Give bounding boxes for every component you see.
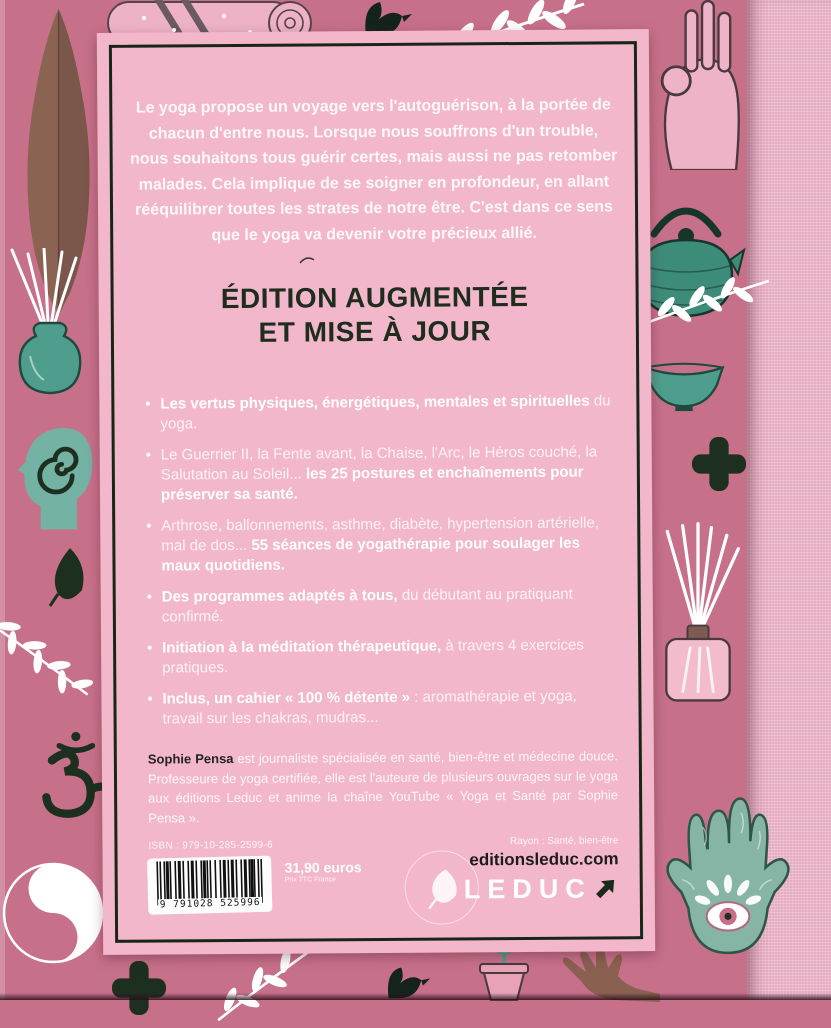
feature-bold-text: les 25 postures et enchaînements pour préserver sa santé. [160,463,584,504]
feature-text: Le Guerrier II, la Fente avant, la Chaise, l'Arc, le Héros couché, la Salutation au Soleil... [160,443,598,484]
feature-bold-text: 55 séances de yogathérapie pour soulager les maux quotidiens. [161,534,580,575]
intro-paragraph: Le yoga propose un voyage vers l'autoguérison, à la portée de chacun d'entre nous. Lorsque nous souffrons d'un trouble, nous souhaitons tous guérir certes, mais aussi ne pas retomber malades. Cela implique de se soigner en profondeur, en allant rééquilibrer toutes les strates de notre être. C'est dans ce sens que le yoga va devenir votre précieux allié. [129,96,618,244]
feature-bold-text: Les vertus physiques, énergétiques, mentales et spirituelles [160,392,590,413]
barcode-number: 9 791028 525996 [159,896,261,911]
page-left-edge [0,0,5,1000]
feature-text: : aromathérapie et yoga, travail sur les chakras, mudras... [162,687,577,728]
reed-diffuser-icon [650,520,746,710]
barcode [147,856,272,915]
hamsa-hand-icon [662,786,794,1000]
feature-text: du débutant au pratiquant confirmé. [161,585,573,626]
author-bio [148,746,619,827]
plus-cross-icon [112,960,166,1016]
botanical-branch-icon [644,252,774,344]
yin-yang-icon [2,852,104,974]
publisher-website: editionsleduc.com [469,849,619,870]
feature-bold-text: Initiation à la méditation thérapeutique, [162,637,442,657]
list-item [146,442,616,505]
price-amount: 31,90 euros [284,859,362,876]
feature-text: Arthrose, ballonnements, asthme, diabète, hypertension artérielle, mal de dos... [161,514,600,555]
list-item [146,513,616,576]
shelf-category-label: Rayon : Santé, bien-être [509,835,619,848]
list-item [147,686,617,729]
features-list [145,391,617,740]
list-item [147,584,617,627]
publisher-logo [464,873,619,905]
feature-text: du yoga. [160,392,611,433]
author-bio-text: est journaliste spécialisée en santé, bien-être et médecine douce. Professeure de yoga certifiée, elle est l'auteure de plusieurs ouvrages sur le yoga aux éditions Leduc et anime la chaîne YouTube « Yoga et Santé par Sophie Pensa ». [147,748,619,826]
price-block [285,859,362,884]
ink-mark [298,253,316,265]
plus-cross-icon [692,436,746,492]
reed-diffuser-icon [4,248,99,398]
eco-leaf-icon [422,865,462,909]
head-spiral-icon [12,414,98,530]
author-name: Sophie Pensa [147,751,234,767]
publisher-block [463,835,618,905]
edition-heading-line2: ET MISE À JOUR [258,315,492,348]
edition-heading [99,279,651,351]
book-bottom-edge [0,993,831,1000]
feature-bold-text: Inclus, un cahier « 100 % détente » [162,688,411,708]
list-item [145,391,615,434]
mudra-hand-icon [632,0,758,170]
feature-bold-text: Des programmes adaptés à tous, [161,586,398,606]
publisher-arrow-icon [592,875,619,902]
list-item [147,635,617,678]
price-note: Prix TTC France [284,876,336,884]
publisher-name: LEDUC [463,873,592,905]
tea-bowl-icon [640,356,728,414]
feature-text: à travers 4 exercices pratiques. [162,636,584,677]
isbn-label: ISBN : 979-10-285-2599-6 [148,839,274,852]
edition-heading-line1: ÉDITION AUGMENTÉE [220,280,529,315]
back-cover-panel [97,29,655,955]
